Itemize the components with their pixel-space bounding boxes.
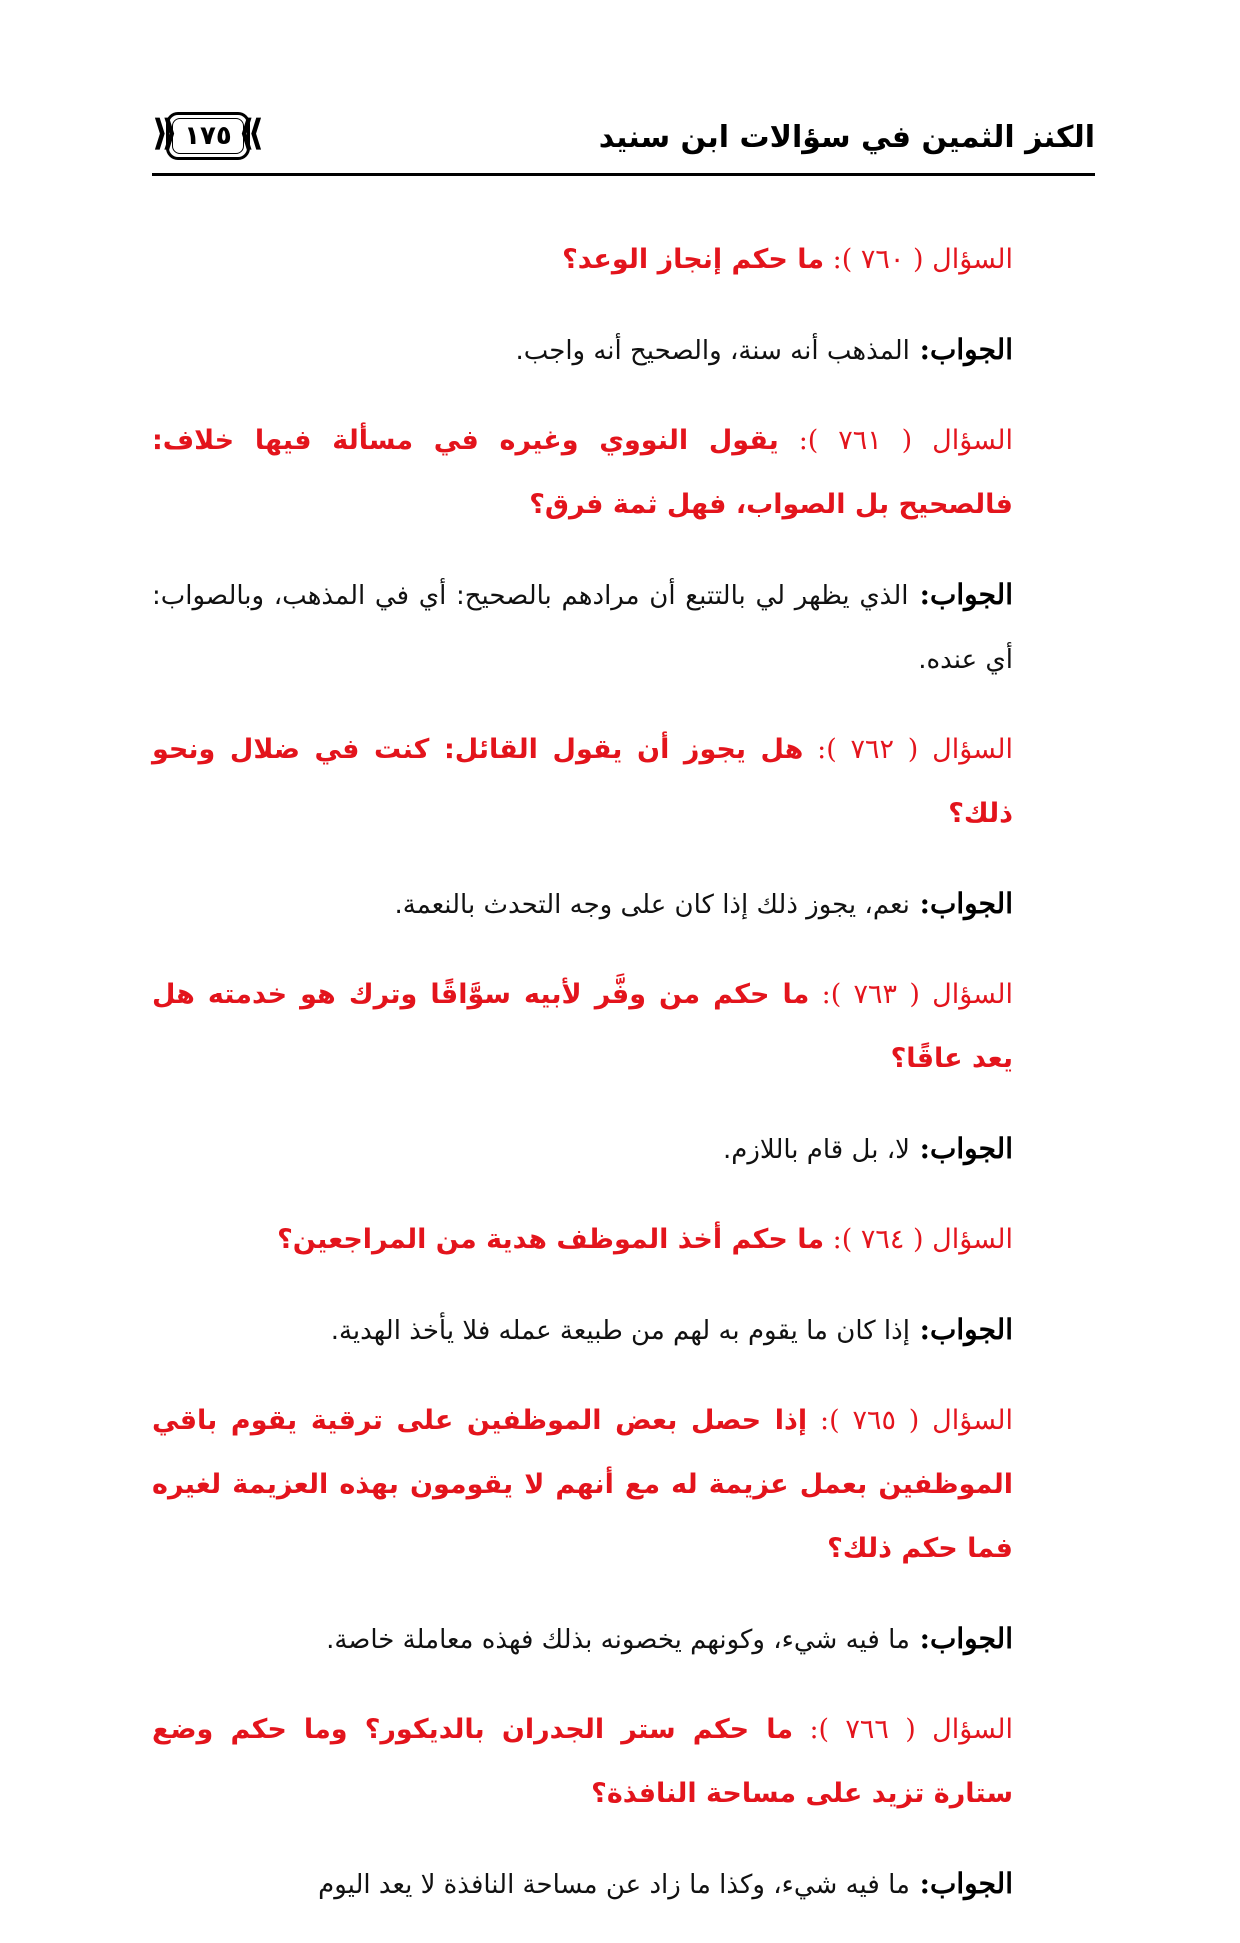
question-762 [152, 718, 1095, 846]
answer-762 [152, 872, 1095, 937]
answer-label: الجواب: [909, 1622, 1013, 1655]
answer-label: الجواب: [908, 578, 1013, 611]
question-label: السؤال ( ٧٦٤ ): [824, 1224, 1013, 1255]
answer-766 [152, 1852, 1095, 1917]
ornament-right-icon: ⟫ [238, 113, 264, 154]
question-label: السؤال ( ٧٦٣ ): [809, 979, 1013, 1010]
answer-text: لا، بل قام باللازم. [723, 1135, 910, 1165]
question-766 [152, 1698, 1095, 1826]
question-761 [152, 409, 1095, 537]
answer-text: المذهب أنه سنة، والصحيح أنه واجب. [515, 336, 910, 366]
answer-label: الجواب: [909, 1313, 1013, 1346]
question-text: إذا حصل بعض الموظفين على ترقية يقوم باقي الموظفين بعمل عزيمة له مع أنهم لا يقومون بهذه العزيمة لغيره فما حكم ذلك؟ [152, 1405, 1013, 1564]
answer-text: ما فيه شيء، وكونهم يخصونه بذلك فهذه معاملة خاصة. [326, 1625, 910, 1655]
question-text: يقول النووي وغيره في مسألة فيها خلاف: فالصحيح بل الصواب، فهل ثمة فرق؟ [152, 425, 1013, 520]
question-text: ما حكم من وفَّر لأبيه سوَّاقًا وترك هو خدمته هل يعد عاقًا؟ [152, 979, 1013, 1074]
answer-label: الجواب: [909, 333, 1013, 366]
header-rule [152, 173, 1095, 176]
question-text: ما حكم إنجاز الوعد؟ [562, 244, 825, 275]
answer-text: إذا كان ما يقوم به لهم من طبيعة عمله فلا يأخذ الهدية. [330, 1316, 910, 1346]
question-label: السؤال ( ٧٦٢ ): [803, 734, 1013, 765]
page-number: ١٧٥ [184, 121, 232, 151]
question-764 [152, 1208, 1095, 1272]
running-title: الكنز الثمين في سؤالات ابن سنيد [598, 120, 1095, 155]
answer-label: الجواب: [909, 1132, 1013, 1165]
answer-label: الجواب: [909, 887, 1013, 920]
question-text: ما حكم أخذ الموظف هدية من المراجعين؟ [277, 1224, 825, 1255]
page-header [152, 112, 1095, 174]
answer-text: الذي يظهر لي بالتتبع أن مرادهم بالصحيح: أي في المذهب، وبالصواب: أي عنده. [152, 581, 1013, 675]
answer-765 [152, 1607, 1095, 1672]
ornament-left-icon: ⟪ [152, 113, 178, 154]
answer-761 [152, 563, 1095, 692]
page-number-badge [152, 112, 264, 160]
question-label: السؤال ( ٧٦٦ ): [793, 1714, 1013, 1745]
question-text: هل يجوز أن يقول القائل: كنت في ضلال ونحو ذلك؟ [152, 734, 1013, 829]
question-label: السؤال ( ٧٦٠ ): [824, 244, 1013, 275]
qa-content [152, 228, 1095, 1943]
answer-label: الجواب: [909, 1867, 1013, 1900]
question-label: السؤال ( ٧٦٥ ): [807, 1405, 1014, 1436]
question-763 [152, 963, 1095, 1091]
answer-text: نعم، يجوز ذلك إذا كان على وجه التحدث بالنعمة. [394, 890, 910, 920]
question-text: ما حكم ستر الجدران بالديكور؟ وما حكم وضع ستارة تزيد على مساحة النافذة؟ [152, 1714, 1013, 1809]
question-760 [152, 228, 1095, 292]
answer-763 [152, 1117, 1095, 1182]
question-765 [152, 1389, 1095, 1581]
answer-764 [152, 1298, 1095, 1363]
answer-760 [152, 318, 1095, 383]
answer-text: ما فيه شيء، وكذا ما زاد عن مساحة النافذة لا يعد اليوم [318, 1870, 910, 1900]
question-label: السؤال ( ٧٦١ ): [778, 425, 1013, 456]
